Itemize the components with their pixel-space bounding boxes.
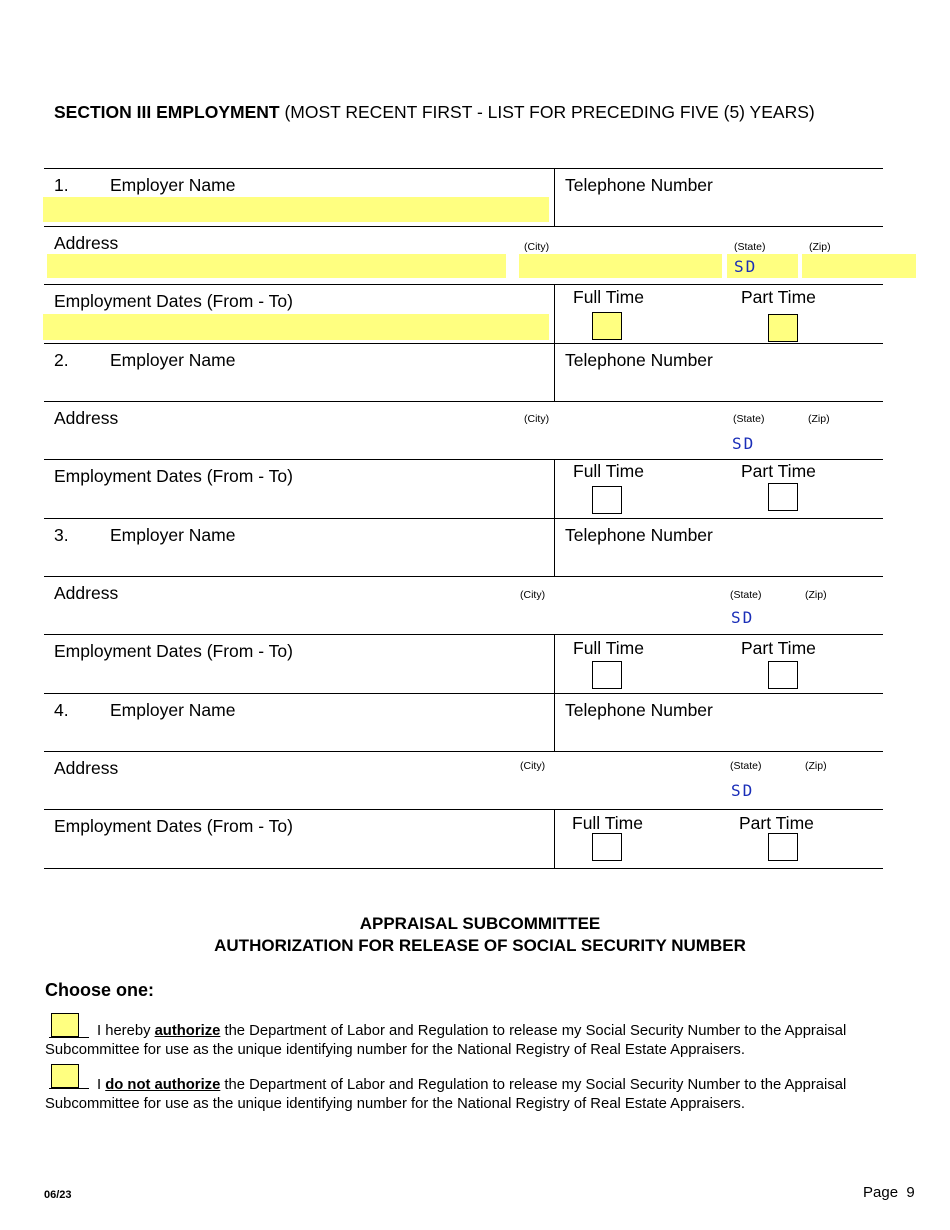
employer-name-label: Employer Name — [110, 525, 236, 545]
rule — [44, 401, 883, 402]
address-label: Address — [54, 583, 119, 603]
do-not-authorize-option-text — [45, 1076, 895, 1113]
full-time-checkbox[interactable] — [592, 833, 622, 861]
part-time-label: Part Time — [741, 287, 816, 307]
part-time-checkbox[interactable] — [768, 483, 798, 511]
employer-name-label: Employer Name — [110, 175, 236, 195]
state-label: (State) — [730, 760, 762, 772]
zip-label: (Zip) — [805, 589, 827, 601]
rule — [44, 343, 883, 344]
address-label: Address — [54, 758, 119, 778]
full-time-checkbox[interactable] — [592, 486, 622, 514]
option-text-post: the Department of Labor and Regulation to release my Social Security Number to the Appraisal Subcommittee for use as the unique identifying number for the National Registry of Real Estate Appraisers. — [45, 1023, 847, 1058]
state-value: SD — [734, 257, 758, 276]
employer-number: 2. — [54, 350, 69, 370]
street-address-input[interactable] — [47, 254, 506, 278]
section-subtitle: (MOST RECENT FIRST - LIST FOR PRECEDING FIVE (5) YEARS) — [279, 102, 815, 122]
state-value: SD — [732, 434, 756, 453]
zip-label: (Zip) — [805, 760, 827, 772]
employment-dates-label: Employment Dates (From - To) — [54, 641, 293, 661]
employer-name-label: Employer Name — [110, 350, 236, 370]
revision-date: 06/23 — [44, 1189, 72, 1201]
full-time-checkbox[interactable] — [592, 661, 622, 689]
telephone-label: Telephone Number — [565, 700, 713, 720]
telephone-label: Telephone Number — [565, 525, 713, 545]
divider — [554, 459, 555, 576]
telephone-label: Telephone Number — [565, 175, 713, 195]
divider — [554, 284, 555, 401]
rule — [44, 634, 883, 635]
rule — [44, 168, 883, 169]
rule — [44, 693, 883, 694]
full-time-label: Full Time — [572, 813, 643, 833]
rule — [44, 751, 883, 752]
part-time-label: Part Time — [741, 461, 816, 481]
option-text-pre: I hereby — [97, 1023, 155, 1039]
full-time-label: Full Time — [573, 287, 644, 307]
option-text-post: the Department of Labor and Regulation to release my Social Security Number to the Appraisal Subcommittee for use as the unique identifying number for the National Registry of Real Estate Appraisers. — [45, 1077, 847, 1112]
rule — [44, 459, 883, 460]
employment-dates-input[interactable] — [43, 314, 549, 340]
rule — [44, 576, 883, 577]
page-number: Page 9 — [863, 1184, 915, 1201]
state-label: (State) — [730, 589, 762, 601]
section-header — [54, 102, 815, 123]
state-label: (State) — [733, 413, 765, 425]
zip-label: (Zip) — [809, 241, 831, 253]
authorization-title: APPRAISAL SUBCOMMITTEE — [359, 914, 601, 933]
address-label: Address — [54, 408, 119, 428]
employment-dates-label: Employment Dates (From - To) — [54, 816, 293, 836]
state-label: (State) — [734, 241, 766, 253]
part-time-label: Part Time — [741, 638, 816, 658]
state-value: SD — [731, 608, 755, 627]
rule — [44, 226, 883, 227]
employer-name-label: Employer Name — [110, 700, 236, 720]
city-label: (City) — [520, 589, 546, 601]
choose-one-label: Choose one: — [45, 980, 155, 1000]
rule — [44, 518, 883, 519]
rule — [44, 868, 883, 869]
section-title: SECTION III EMPLOYMENT — [54, 102, 280, 122]
divider — [554, 634, 555, 751]
city-label: (City) — [524, 413, 550, 425]
part-time-checkbox[interactable] — [768, 314, 798, 342]
option-keyword: do not authorize — [105, 1077, 221, 1093]
option-keyword: authorize — [154, 1023, 221, 1039]
telephone-label: Telephone Number — [565, 350, 713, 370]
employer-number: 1. — [54, 175, 69, 195]
full-time-label: Full Time — [573, 461, 644, 481]
employer-name-input[interactable] — [43, 197, 549, 222]
employment-dates-label: Employment Dates (From - To) — [54, 466, 293, 486]
authorization-subtitle: AUTHORIZATION FOR RELEASE OF SOCIAL SECURITY NUMBER — [214, 936, 746, 955]
full-time-label: Full Time — [573, 638, 644, 658]
employer-number: 3. — [54, 525, 69, 545]
authorize-option-text — [45, 1022, 895, 1059]
zip-label: (Zip) — [808, 413, 830, 425]
part-time-checkbox[interactable] — [768, 833, 798, 861]
divider — [554, 168, 555, 226]
divider — [554, 809, 555, 868]
zip-input[interactable] — [802, 254, 916, 278]
state-value: SD — [731, 781, 755, 800]
city-label: (City) — [524, 241, 550, 253]
option-text-pre: I — [97, 1077, 106, 1093]
part-time-checkbox[interactable] — [768, 661, 798, 689]
employment-dates-label: Employment Dates (From - To) — [54, 291, 293, 311]
address-label: Address — [54, 233, 119, 253]
city-input[interactable] — [519, 254, 722, 278]
part-time-label: Part Time — [739, 813, 814, 833]
rule — [44, 809, 883, 810]
full-time-checkbox[interactable] — [592, 312, 622, 340]
employer-number: 4. — [54, 700, 69, 720]
rule — [44, 284, 883, 285]
city-label: (City) — [520, 760, 546, 772]
